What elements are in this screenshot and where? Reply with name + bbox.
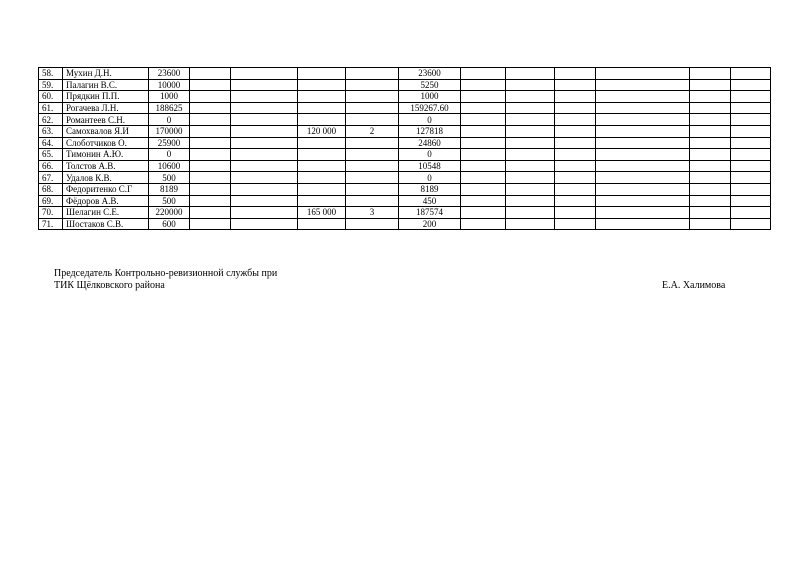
row-number: 66. <box>39 160 63 172</box>
amount-cell: 8189 <box>149 183 190 195</box>
amount-cell <box>298 137 346 149</box>
empty-cell <box>231 207 298 219</box>
empty-cell <box>555 183 596 195</box>
row-number: 68. <box>39 183 63 195</box>
count-cell: 3 <box>346 207 399 219</box>
amount-cell <box>298 102 346 114</box>
row-number: 65. <box>39 149 63 161</box>
row-number: 71. <box>39 218 63 230</box>
empty-cell <box>596 149 690 161</box>
empty-cell <box>690 195 731 207</box>
empty-cell <box>506 102 555 114</box>
empty-cell <box>690 114 731 126</box>
empty-cell <box>731 102 771 114</box>
amount-cell: 1000 <box>149 91 190 103</box>
empty-cell <box>690 183 731 195</box>
table-row <box>39 207 771 219</box>
empty-cell <box>690 207 731 219</box>
amount-cell: 220000 <box>149 207 190 219</box>
empty-cell <box>190 137 231 149</box>
person-name: Шостаков С.В. <box>63 218 149 230</box>
empty-cell <box>555 102 596 114</box>
row-number: 59. <box>39 79 63 91</box>
amount-cell: 0 <box>399 172 461 184</box>
row-number: 62. <box>39 114 63 126</box>
row-number: 60. <box>39 91 63 103</box>
empty-cell <box>231 114 298 126</box>
empty-cell <box>190 218 231 230</box>
empty-cell <box>231 149 298 161</box>
signer-name: Е.А. Халимова <box>662 280 726 291</box>
empty-cell <box>231 160 298 172</box>
empty-cell <box>190 195 231 207</box>
amount-cell: 23600 <box>399 68 461 80</box>
empty-cell <box>596 68 690 80</box>
amount-cell <box>298 195 346 207</box>
empty-cell <box>506 114 555 126</box>
row-number: 58. <box>39 68 63 80</box>
row-number: 64. <box>39 137 63 149</box>
empty-cell <box>596 183 690 195</box>
empty-cell <box>231 172 298 184</box>
table-row <box>39 114 771 126</box>
empty-cell <box>461 160 506 172</box>
count-cell <box>346 68 399 80</box>
amount-cell: 170000 <box>149 125 190 137</box>
report-table <box>38 67 771 230</box>
empty-cell <box>461 218 506 230</box>
table-row <box>39 91 771 103</box>
empty-cell <box>731 149 771 161</box>
person-name: Палагин В.С. <box>63 79 149 91</box>
table-row <box>39 183 771 195</box>
empty-cell <box>461 195 506 207</box>
table-row <box>39 79 771 91</box>
empty-cell <box>596 114 690 126</box>
signature-block <box>54 268 277 292</box>
empty-cell <box>506 125 555 137</box>
amount-cell <box>298 149 346 161</box>
empty-cell <box>731 218 771 230</box>
amount-cell <box>298 218 346 230</box>
amount-cell: 10548 <box>399 160 461 172</box>
empty-cell <box>190 160 231 172</box>
amount-cell: 25900 <box>149 137 190 149</box>
empty-cell <box>190 91 231 103</box>
empty-cell <box>506 183 555 195</box>
empty-cell <box>231 137 298 149</box>
empty-cell <box>461 149 506 161</box>
empty-cell <box>555 125 596 137</box>
empty-cell <box>690 125 731 137</box>
person-name: Удалов К.В. <box>63 172 149 184</box>
amount-cell <box>298 172 346 184</box>
empty-cell <box>190 114 231 126</box>
amount-cell: 200 <box>399 218 461 230</box>
empty-cell <box>690 149 731 161</box>
empty-cell <box>231 91 298 103</box>
empty-cell <box>596 195 690 207</box>
empty-cell <box>461 91 506 103</box>
row-number: 70. <box>39 207 63 219</box>
table-row <box>39 218 771 230</box>
count-cell <box>346 195 399 207</box>
row-number: 61. <box>39 102 63 114</box>
empty-cell <box>731 207 771 219</box>
empty-cell <box>190 172 231 184</box>
amount-cell: 1000 <box>399 91 461 103</box>
amount-cell <box>298 114 346 126</box>
empty-cell <box>190 125 231 137</box>
count-cell <box>346 137 399 149</box>
empty-cell <box>461 114 506 126</box>
empty-cell <box>731 183 771 195</box>
empty-cell <box>690 102 731 114</box>
empty-cell <box>731 68 771 80</box>
empty-cell <box>461 79 506 91</box>
count-cell <box>346 160 399 172</box>
empty-cell <box>461 68 506 80</box>
amount-cell: 8189 <box>399 183 461 195</box>
empty-cell <box>231 218 298 230</box>
empty-cell <box>461 207 506 219</box>
signature-title-line1: Председатель Контрольно-ревизионной службы при <box>54 268 278 279</box>
signature-title-line2: ТИК Щёлковского района <box>54 280 165 291</box>
empty-cell <box>731 137 771 149</box>
empty-cell <box>555 68 596 80</box>
empty-cell <box>555 91 596 103</box>
empty-cell <box>596 160 690 172</box>
empty-cell <box>506 68 555 80</box>
table-row <box>39 68 771 80</box>
amount-cell: 187574 <box>399 207 461 219</box>
empty-cell <box>555 218 596 230</box>
empty-cell <box>731 91 771 103</box>
amount-cell: 120 000 <box>298 125 346 137</box>
person-name: Фёдоров А.В. <box>63 195 149 207</box>
count-cell <box>346 183 399 195</box>
empty-cell <box>555 172 596 184</box>
empty-cell <box>506 207 555 219</box>
row-number: 67. <box>39 172 63 184</box>
count-cell <box>346 218 399 230</box>
amount-cell: 10600 <box>149 160 190 172</box>
empty-cell <box>690 68 731 80</box>
empty-cell <box>731 125 771 137</box>
empty-cell <box>190 68 231 80</box>
table-row <box>39 195 771 207</box>
empty-cell <box>555 137 596 149</box>
empty-cell <box>506 91 555 103</box>
amount-cell <box>298 91 346 103</box>
amount-cell: 24860 <box>399 137 461 149</box>
empty-cell <box>506 218 555 230</box>
amount-cell: 0 <box>399 149 461 161</box>
table-body <box>39 68 771 230</box>
person-name: Романтеев С.Н. <box>63 114 149 126</box>
empty-cell <box>190 207 231 219</box>
person-name: Прядкин П.П. <box>63 91 149 103</box>
person-name: Самохвалов Я.И <box>63 125 149 137</box>
empty-cell <box>596 125 690 137</box>
empty-cell <box>690 160 731 172</box>
amount-cell: 450 <box>399 195 461 207</box>
amount-cell: 165 000 <box>298 207 346 219</box>
empty-cell <box>506 160 555 172</box>
amount-cell: 23600 <box>149 68 190 80</box>
empty-cell <box>461 125 506 137</box>
count-cell <box>346 79 399 91</box>
empty-cell <box>190 102 231 114</box>
person-name: Мухин Д.Н. <box>63 68 149 80</box>
table-row <box>39 160 771 172</box>
empty-cell <box>596 137 690 149</box>
empty-cell <box>731 114 771 126</box>
table-row <box>39 125 771 137</box>
empty-cell <box>555 114 596 126</box>
empty-cell <box>506 195 555 207</box>
empty-cell <box>506 149 555 161</box>
amount-cell: 5250 <box>399 79 461 91</box>
empty-cell <box>231 79 298 91</box>
amount-cell: 0 <box>149 114 190 126</box>
empty-cell <box>596 91 690 103</box>
amount-cell <box>298 183 346 195</box>
empty-cell <box>555 160 596 172</box>
table-row <box>39 149 771 161</box>
empty-cell <box>506 172 555 184</box>
empty-cell <box>461 183 506 195</box>
empty-cell <box>190 149 231 161</box>
empty-cell <box>596 102 690 114</box>
empty-cell <box>596 218 690 230</box>
empty-cell <box>231 102 298 114</box>
amount-cell: 500 <box>149 195 190 207</box>
table-row <box>39 102 771 114</box>
empty-cell <box>596 172 690 184</box>
amount-cell: 188625 <box>149 102 190 114</box>
empty-cell <box>555 79 596 91</box>
count-cell <box>346 149 399 161</box>
person-name: Толстов А.В. <box>63 160 149 172</box>
empty-cell <box>596 207 690 219</box>
table-row <box>39 137 771 149</box>
empty-cell <box>231 68 298 80</box>
amount-cell <box>298 68 346 80</box>
empty-cell <box>555 195 596 207</box>
count-cell <box>346 172 399 184</box>
person-name: Тимонин А.Ю. <box>63 149 149 161</box>
empty-cell <box>731 195 771 207</box>
empty-cell <box>231 125 298 137</box>
empty-cell <box>461 172 506 184</box>
amount-cell: 0 <box>399 114 461 126</box>
empty-cell <box>596 79 690 91</box>
empty-cell <box>690 91 731 103</box>
empty-cell <box>690 218 731 230</box>
person-name: Федоритенко С.Г <box>63 183 149 195</box>
amount-cell: 127818 <box>399 125 461 137</box>
table-row <box>39 172 771 184</box>
empty-cell <box>690 172 731 184</box>
empty-cell <box>231 195 298 207</box>
empty-cell <box>731 160 771 172</box>
person-name: Шелагин С.Е. <box>63 207 149 219</box>
empty-cell <box>506 137 555 149</box>
count-cell: 2 <box>346 125 399 137</box>
empty-cell <box>190 79 231 91</box>
empty-cell <box>506 79 555 91</box>
amount-cell <box>298 79 346 91</box>
empty-cell <box>690 137 731 149</box>
count-cell <box>346 114 399 126</box>
amount-cell <box>298 160 346 172</box>
person-name: Слоботчиков О. <box>63 137 149 149</box>
empty-cell <box>555 207 596 219</box>
amount-cell: 159267.60 <box>399 102 461 114</box>
count-cell <box>346 102 399 114</box>
empty-cell <box>690 79 731 91</box>
empty-cell <box>461 137 506 149</box>
person-name: Рогачева Л.Н. <box>63 102 149 114</box>
empty-cell <box>731 79 771 91</box>
count-cell <box>346 91 399 103</box>
empty-cell <box>731 172 771 184</box>
empty-cell <box>190 183 231 195</box>
amount-cell: 600 <box>149 218 190 230</box>
amount-cell: 0 <box>149 149 190 161</box>
empty-cell <box>461 102 506 114</box>
empty-cell <box>555 149 596 161</box>
row-number: 69. <box>39 195 63 207</box>
amount-cell: 10000 <box>149 79 190 91</box>
row-number: 63. <box>39 125 63 137</box>
amount-cell: 500 <box>149 172 190 184</box>
empty-cell <box>231 183 298 195</box>
